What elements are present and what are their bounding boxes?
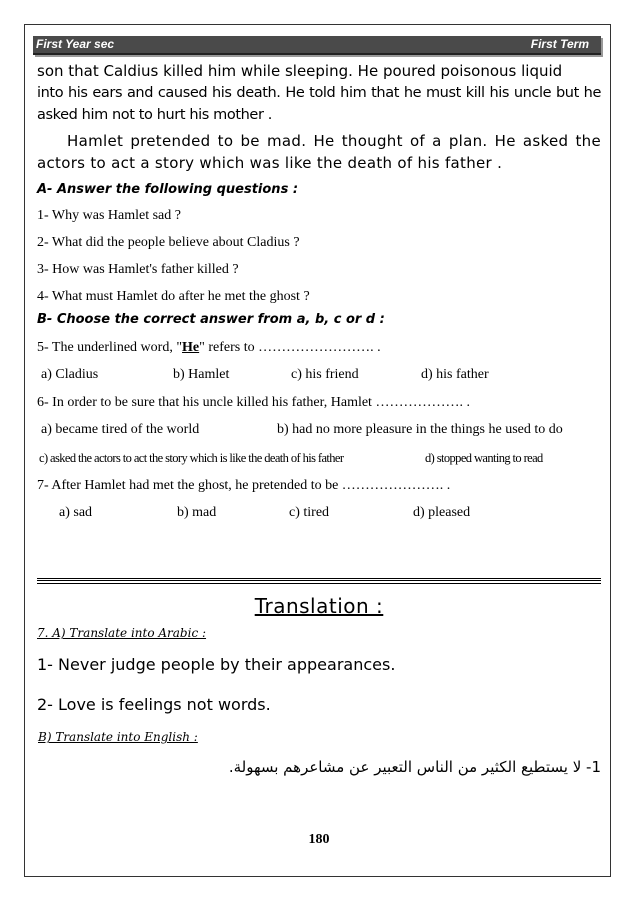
main-content xyxy=(37,60,601,527)
question-4: 4- What must Hamlet do after he met the ghost ? xyxy=(37,289,310,304)
question-5-suffix: " refers to ……………………. . xyxy=(199,340,381,355)
question-7-options xyxy=(37,499,601,527)
question-3: 3- How was Hamlet's father killed ? xyxy=(37,262,239,277)
translation-sentence-1: 1- Never judge people by their appearances. xyxy=(37,655,396,674)
q5-option-c[interactable]: c) his friend xyxy=(291,367,359,382)
section-a-heading: A- Answer the following questions : xyxy=(37,182,299,197)
translate-english-heading: B) Translate into English : xyxy=(38,730,198,744)
question-5-prefix: 5- The underlined word, " xyxy=(37,340,183,355)
q6-option-a[interactable]: a) became tired of the world xyxy=(41,422,200,437)
section-divider xyxy=(37,578,601,584)
question-7: 7- After Hamlet had met the ghost, he pretended to be …………………. . xyxy=(37,478,451,493)
question-2: 2- What did the people believe about Cladius ? xyxy=(37,235,300,250)
question-5 xyxy=(37,334,601,361)
q5-option-a[interactable]: a) Cladius xyxy=(41,367,99,382)
story-paragraph-1b: into his ears and caused his death. He told him that he must kill his uncle but he asked him not to hurt his mother . xyxy=(37,85,601,123)
question-6-options xyxy=(37,416,601,444)
q6-option-b[interactable]: b) had no more pleasure in the things he used to do xyxy=(277,422,563,437)
translation-title xyxy=(0,594,638,618)
section-b-heading: B- Choose the correct answer from a, b, c or d : xyxy=(37,312,385,327)
story-paragraph-1: son that Caldius killed him while sleeping. He poured poisonous liquid xyxy=(37,62,563,80)
translate-arabic-heading: 7. A) Translate into Arabic : xyxy=(37,626,207,640)
question-5-options xyxy=(37,361,601,389)
translation-sentence-2: 2- Love is feelings not words. xyxy=(37,695,271,714)
question-1: 1- Why was Hamlet sad ? xyxy=(37,208,181,223)
arabic-sentence: 1- لا يستطيع الكثير من الناس التعبير عن مشاعرهم بسهولة. xyxy=(228,758,601,776)
header-term: First Term xyxy=(530,37,589,51)
question-6-options-2 xyxy=(37,444,601,472)
q6-option-d[interactable]: d) stopped wanting to read xyxy=(425,451,543,465)
q7-option-c[interactable]: c) tired xyxy=(289,505,330,520)
story-paragraph-2: Hamlet pretended to be mad. He thought of a plan. He asked the actors to act a story which was like the death of his father . xyxy=(37,132,601,172)
q5-option-b[interactable]: b) Hamlet xyxy=(173,367,230,382)
header-bar xyxy=(33,36,601,55)
header-year: First Year sec xyxy=(36,37,115,51)
question-6: 6- In order to be sure that his uncle killed his father, Hamlet ………………. . xyxy=(37,395,470,410)
q7-option-a[interactable]: a) sad xyxy=(59,505,93,520)
q6-option-c[interactable]: c) asked the actors to act the story which is like the death of his father xyxy=(39,451,344,465)
page-number: 180 xyxy=(308,832,330,847)
q7-option-b[interactable]: b) mad xyxy=(177,505,217,520)
q5-option-d[interactable]: d) his father xyxy=(421,367,489,382)
translation-title-text: Translation : xyxy=(254,594,384,618)
q7-option-d[interactable]: d) pleased xyxy=(413,505,471,520)
underlined-word: He xyxy=(182,340,200,355)
